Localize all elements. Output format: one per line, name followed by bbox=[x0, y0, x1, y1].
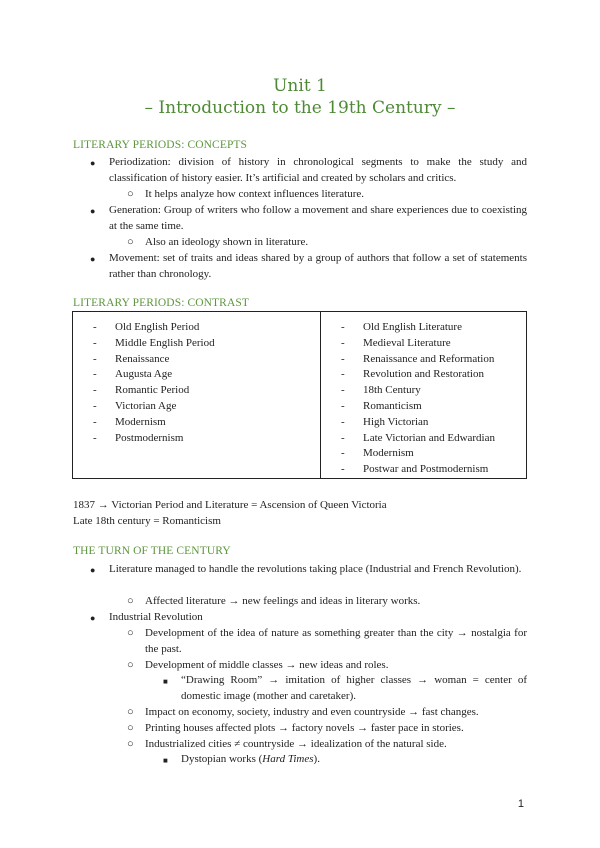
period-item bbox=[93, 336, 320, 352]
unit-title: Unit 1 bbox=[273, 76, 327, 96]
list-dash: - bbox=[93, 336, 97, 349]
list-dash: - bbox=[341, 352, 345, 365]
literature-item-label: Old English Literature bbox=[363, 321, 462, 333]
list-dash: - bbox=[93, 415, 97, 428]
literature-item-label: Late Victorian and Edwardian bbox=[363, 431, 495, 444]
period-item-label: Middle English Period bbox=[115, 336, 215, 349]
section-heading-turn-of-century: THE TURN OF THE CENTURY bbox=[73, 545, 231, 557]
unit-subtitle: – Introduction to the 19th Century – bbox=[144, 98, 456, 118]
literature-item bbox=[341, 367, 526, 383]
list-dash: - bbox=[341, 431, 345, 444]
literature-item-label: Modernism bbox=[363, 447, 414, 460]
literature-column bbox=[321, 312, 527, 479]
period-item-label: Renaissance bbox=[115, 352, 170, 365]
list-dash: - bbox=[341, 321, 345, 333]
printing-houses-text: Printing houses affected plots → factory novels → faster pace in stories. bbox=[145, 722, 464, 734]
nature-idea-text: Development of the idea of nature as something greater than the city → nostalgia for the past. bbox=[145, 627, 527, 655]
list-dash: - bbox=[341, 384, 345, 397]
literature-item-label: High Victorian bbox=[363, 415, 429, 428]
list-dash: - bbox=[93, 321, 97, 333]
period-item-label: Augusta Age bbox=[115, 368, 173, 381]
literature-item-label: Romanticism bbox=[363, 399, 422, 412]
dystopian-works-text: Dystopian works (Hard Times). bbox=[181, 753, 320, 765]
literature-item bbox=[341, 462, 526, 478]
period-item bbox=[93, 352, 320, 368]
bullet-circle: ○ bbox=[127, 659, 134, 671]
list-dash: - bbox=[341, 336, 345, 349]
period-item-label: Old English Period bbox=[115, 321, 200, 333]
bullet-disc: ● bbox=[90, 158, 96, 168]
periodization-sub: It helps analyze how context influences literature. bbox=[145, 188, 364, 200]
list-dash: - bbox=[93, 399, 97, 412]
literature-item bbox=[341, 336, 526, 352]
period-item-label: Romantic Period bbox=[115, 384, 190, 397]
bullet-disc: ● bbox=[90, 254, 96, 264]
period-item bbox=[93, 383, 320, 399]
hard-times-title: Hard Times bbox=[262, 753, 314, 765]
literature-item-label: Renaissance and Reformation bbox=[363, 352, 495, 365]
periods-column bbox=[73, 312, 321, 479]
industrial-revolution-text: Industrial Revolution bbox=[109, 611, 203, 623]
period-item-label: Postmodernism bbox=[115, 431, 184, 444]
literature-item-label: Revolution and Restoration bbox=[363, 368, 484, 381]
bullet-circle: ○ bbox=[127, 706, 134, 718]
literature-item-label: 18th Century bbox=[363, 384, 421, 397]
bullet-circle: ○ bbox=[127, 595, 134, 607]
impact-text: Impact on economy, society, industry and even countryside → fast changes. bbox=[145, 706, 479, 718]
section-heading-concepts: LITERARY PERIODS: CONCEPTS bbox=[73, 139, 248, 151]
bullet-square: ■ bbox=[163, 677, 168, 686]
period-item bbox=[93, 415, 320, 431]
period-item bbox=[93, 320, 320, 336]
list-dash: - bbox=[93, 352, 97, 365]
note-romanticism: Late 18th century = Romanticism bbox=[73, 515, 221, 527]
literature-item bbox=[341, 431, 526, 447]
list-dash: - bbox=[341, 415, 345, 428]
bullet-disc: ● bbox=[90, 613, 96, 623]
revolutions-sub: Affected literature → new feelings and ideas in literary works. bbox=[145, 595, 421, 607]
list-dash: - bbox=[341, 447, 345, 460]
literature-item bbox=[341, 399, 526, 415]
revolutions-text: Literature managed to handle the revolutions taking place (Industrial and French Revolution). bbox=[109, 563, 522, 575]
section-heading-contrast: LITERARY PERIODS: CONTRAST bbox=[73, 297, 249, 309]
period-item bbox=[93, 367, 320, 383]
page-number: 1 bbox=[517, 798, 524, 810]
generation-sub: Also an ideology shown in literature. bbox=[145, 236, 309, 248]
list-dash: - bbox=[341, 399, 345, 412]
drawing-room-text: “Drawing Room” → imitation of higher classes → woman = center of domestic image (mother and caretaker). bbox=[181, 674, 527, 702]
contrast-table bbox=[72, 311, 527, 479]
list-dash: - bbox=[341, 368, 345, 381]
literature-item bbox=[341, 446, 526, 462]
list-dash: - bbox=[93, 431, 97, 444]
literature-item bbox=[341, 383, 526, 399]
middle-classes-text: Development of middle classes → new ideas and roles. bbox=[145, 659, 389, 671]
list-dash: - bbox=[341, 463, 345, 476]
bullet-square: ■ bbox=[163, 756, 168, 765]
bullet-circle: ○ bbox=[127, 722, 134, 734]
bullet-circle: ○ bbox=[127, 738, 134, 750]
literature-item-label: Postwar and Postmodernism bbox=[363, 463, 489, 476]
note-victorian: 1837 → Victorian Period and Literature = Ascension of Queen Victoria bbox=[73, 499, 387, 511]
periodization-text: Periodization: division of history in chronological segments to make the study and classification of history easier. It’s artificial and created by scholars and critics. bbox=[109, 156, 527, 184]
bullet-disc: ● bbox=[90, 565, 96, 575]
bullet-circle: ○ bbox=[127, 236, 134, 248]
generation-text: Generation: Group of writers who follow a movement and share experiences due to coexisting at the same time. bbox=[109, 204, 527, 232]
period-item-label: Modernism bbox=[115, 415, 166, 428]
industrialized-cities-text: Industrialized cities ≠ countryside → idealization of the natural side. bbox=[145, 738, 447, 750]
movement-text: Movement: set of traits and ideas shared by a group of authors that follow a set of statements rather than chronology. bbox=[109, 252, 527, 280]
period-item bbox=[93, 431, 320, 447]
literature-item bbox=[341, 415, 526, 431]
bullet-disc: ● bbox=[90, 206, 96, 216]
literature-item bbox=[341, 352, 526, 368]
period-item-label: Victorian Age bbox=[115, 399, 177, 412]
list-dash: - bbox=[93, 384, 97, 397]
period-item bbox=[93, 399, 320, 415]
literature-item-label: Medieval Literature bbox=[363, 336, 451, 349]
bullet-circle: ○ bbox=[127, 188, 134, 200]
literature-item bbox=[341, 320, 526, 336]
bullet-circle: ○ bbox=[127, 627, 134, 639]
list-dash: - bbox=[93, 368, 97, 381]
